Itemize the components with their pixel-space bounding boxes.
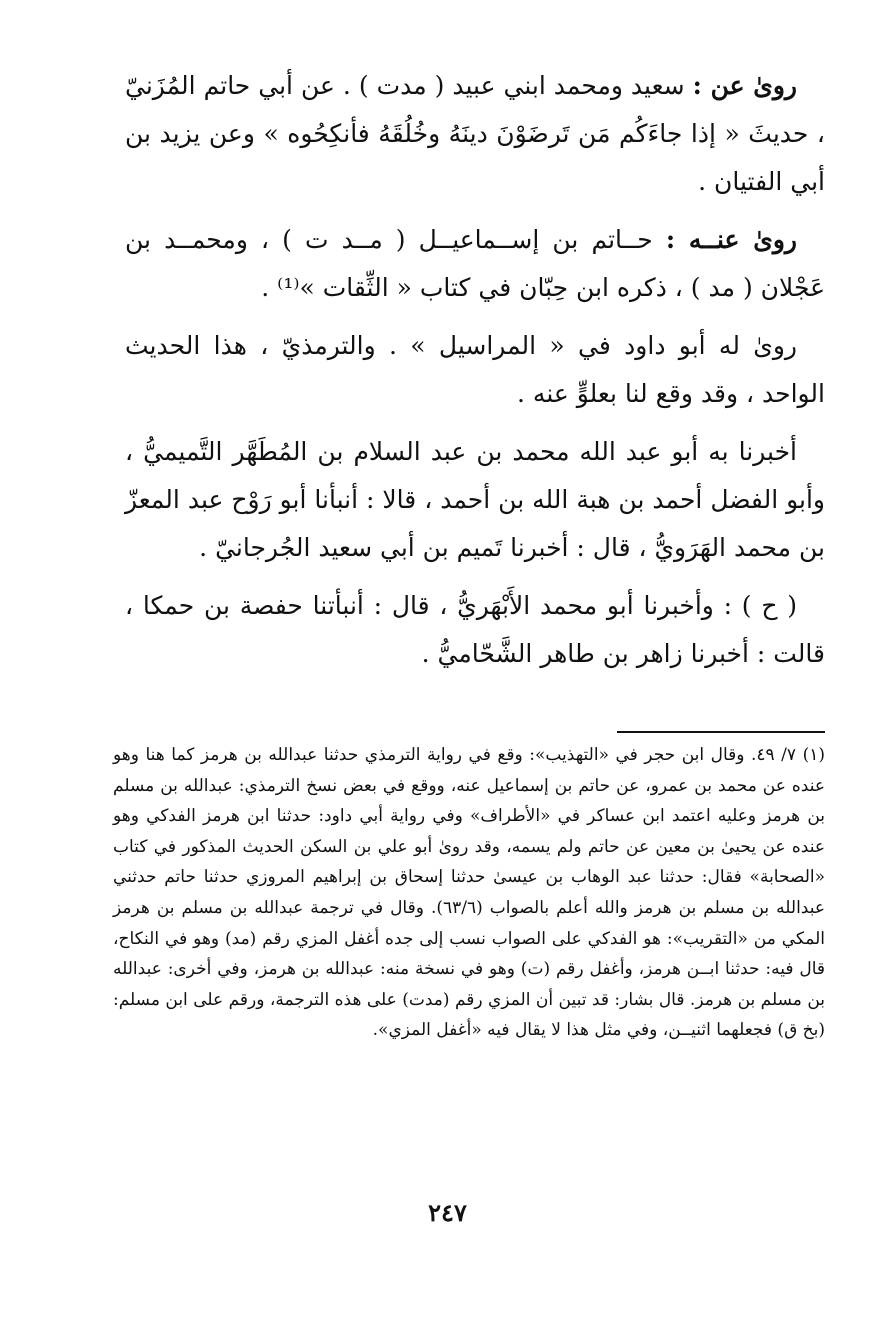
paragraph-narrated-from: [125, 62, 825, 206]
main-text: [125, 62, 825, 688]
text-narrated-from: سعيد ومحمد ابني عبيد ( مدت ) . عن أبي حاتم المُزَنيّ ، حديثَ « إذا جاءَكُم مَن تَرضَوْنَ دينَهُ وخُلُقَهُ فأنكِحُوه » وعن يزيد بن أبي الفتيان .: [125, 71, 825, 196]
footnote-1: (١) ٧/ ٤٩. وقال ابن حجر في «التهذيب»: وقع في رواية الترمذي حدثنا عبدالله بن هرمز كما هنا وهو عنده عن محمد بن عمرو، عن حاتم بن إسماعيل عنه، ووقع في بعض نسخ الترمذي: عبدالله بن مسلم بن هرمز وعليه اعتمد ابن عساكر في «الأطراف» وفي رواية أبي داود: حدثنا ابن هرمز الفدكي وهو عنده عن يحيىٰ بن معين عن حاتم ولم يسمه، وقد رویٰ أبو علي بن السكن الحديث المذكور في كتاب «الصحابة» فقال: حدثنا عبد الوهاب بن عيسىٰ حدثنا إسحاق بن إبراهيم المروزي حدثنا حاتم حدثني عبدالله بن مسلم بن هرمز والله أعلم بالصواب (٦٣/٦). وقال في ترجمة عبدالله بن مسلم بن هرمز المكي من «التقريب»: هو الفدكي على الصواب نسب إلى جده أغفل المزي رقم (مد) وهو في النكاح، قال فيه: حدثنا ابــن هرمز، وأغفل رقم (ت) وهو في نسخة منه: عبدالله بن هرمز، وفي أخرى: عبدالله بن مسلم بن هرمز. قال بشار: قد تبين أن المزي رقم (مدت) على هذه الترجمة، ورقم على ابن مسلم: (بخ ق) فجعلهما اثنيــن، وفي مثل هذا لا يقال فيه «أغفل المزي».: [113, 745, 825, 1041]
footnotes: [113, 740, 825, 1046]
paragraph-chain-1: أخبرنا به أبو عبد الله محمد بن عبد السلام بن المُطَهَّر التَّميميُّ ، وأبو الفضل أحمد بن هبة الله بن أحمد ، قالا : أنبأنا أبو رَوْح عبد المعزّ بن محمد الهَرَويُّ ، قال : أخبرنا تَميم بن أبي سعيد الجُرجانيّ .: [125, 437, 825, 562]
text-narrated-by: حــاتم بن إســماعيــل ( مــد ت ) ، ومحمــد بن عَجْلان ( مد ) ، ذكره ابن حِبّان في كتاب « الثِّقات »⁽¹⁾ .: [125, 225, 825, 302]
footnote-separator: [617, 731, 825, 733]
paragraph-chain-2: ( ح ) : وأخبرنا أبو محمد الأَبْهَريُّ ، قال : أنبأتنا حفصة بن حمكا ، قالت : أخبرنا زاهر بن طاهر الشَّحّاميُّ .: [125, 591, 825, 668]
label-narrated-by: رویٰ عنــه :: [665, 225, 797, 254]
page-number: ٢٤٧: [428, 1198, 467, 1227]
label-narrated-from: رویٰ عن :: [692, 71, 798, 100]
paragraph-narrated-by: [125, 216, 825, 312]
paragraph-narrators: رویٰ له أبو داود في « المراسيل » . والترمذيّ ، هذا الحديث الواحد ، وقد وقع لنا بعلوٍّ عنه .: [125, 331, 825, 408]
